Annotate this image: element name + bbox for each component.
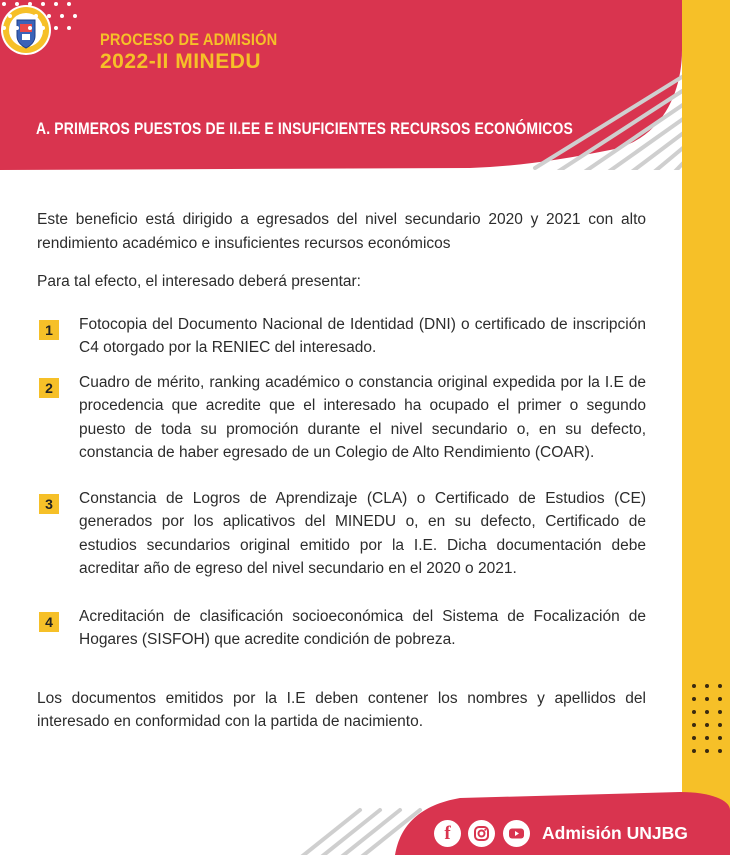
- footer-brand-label: Admisión UNJBG: [542, 823, 688, 843]
- instagram-icon[interactable]: [468, 820, 495, 847]
- brand-subtitle: 2022-II MINEDU: [100, 50, 262, 73]
- facebook-icon[interactable]: f: [434, 820, 461, 847]
- requirement-item: [37, 313, 646, 360]
- youtube-icon[interactable]: [503, 820, 530, 847]
- main-content: [37, 208, 646, 734]
- requirement-number-badge: 1: [39, 320, 59, 340]
- header-banner: [0, 0, 682, 170]
- brand-title: PROCESO DE ADMISIÓN: [100, 30, 278, 49]
- requirement-text: Cuadro de mérito, ranking académico o constancia original expedida por la I.E de procedencia que acredite que el interesado ha ocupado el primer o segundo puesto de toda su promoción durante el nivel secundario o, en su defecto, constancia de haber egresado de un Colegio de Alto Rendimiento (COAR).: [79, 373, 646, 461]
- decorative-dots: [0, 0, 84, 36]
- requirement-text: Acreditación de clasificación socioeconómica del Sistema de Focalización de Hogares (SISFOH) que acredite condición de pobreza.: [79, 607, 646, 648]
- requirement-item: [37, 371, 646, 465]
- requirement-text: Fotocopia del Documento Nacional de Identidad (DNI) o certificado de inscripción C4 otorgado por la RENIEC del interesado.: [79, 315, 646, 356]
- side-decorative-dots: [688, 680, 728, 760]
- requirement-number-badge: 4: [39, 612, 59, 632]
- closing-paragraph: Los documentos emitidos por la I.E deben contener los nombres y apellidos del interesado en conformidad con la partida de nacimiento.: [37, 689, 646, 730]
- subintro-paragraph: Para tal efecto, el interesado deberá presentar:: [37, 273, 361, 290]
- section-title: A. PRIMEROS PUESTOS DE II.EE E INSUFICIENTES RECURSOS ECONÓMICOS: [36, 119, 573, 138]
- intro-paragraph: Este beneficio está dirigido a egresados del nivel secundario 2020 y 2021 con alto rendimiento académico e insuficientes recursos económicos: [37, 211, 646, 252]
- requirement-number-badge: 2: [39, 378, 59, 398]
- requirement-item: [37, 487, 646, 581]
- header-shape: [0, 0, 682, 170]
- requirement-number-badge: 3: [39, 494, 59, 514]
- footer-banner: [0, 770, 730, 855]
- requirement-item: [37, 605, 646, 652]
- requirement-text: Constancia de Logros de Aprendizaje (CLA) o Certificado de Estudios (CE) generados por los aplicativos del MINEDU o, en su defecto, Certificado de estudios secundarios original emitido por la I.E. Dicha documentación debe acreditar año de egreso del nivel secundario en el 2020 o 2021.: [79, 489, 646, 577]
